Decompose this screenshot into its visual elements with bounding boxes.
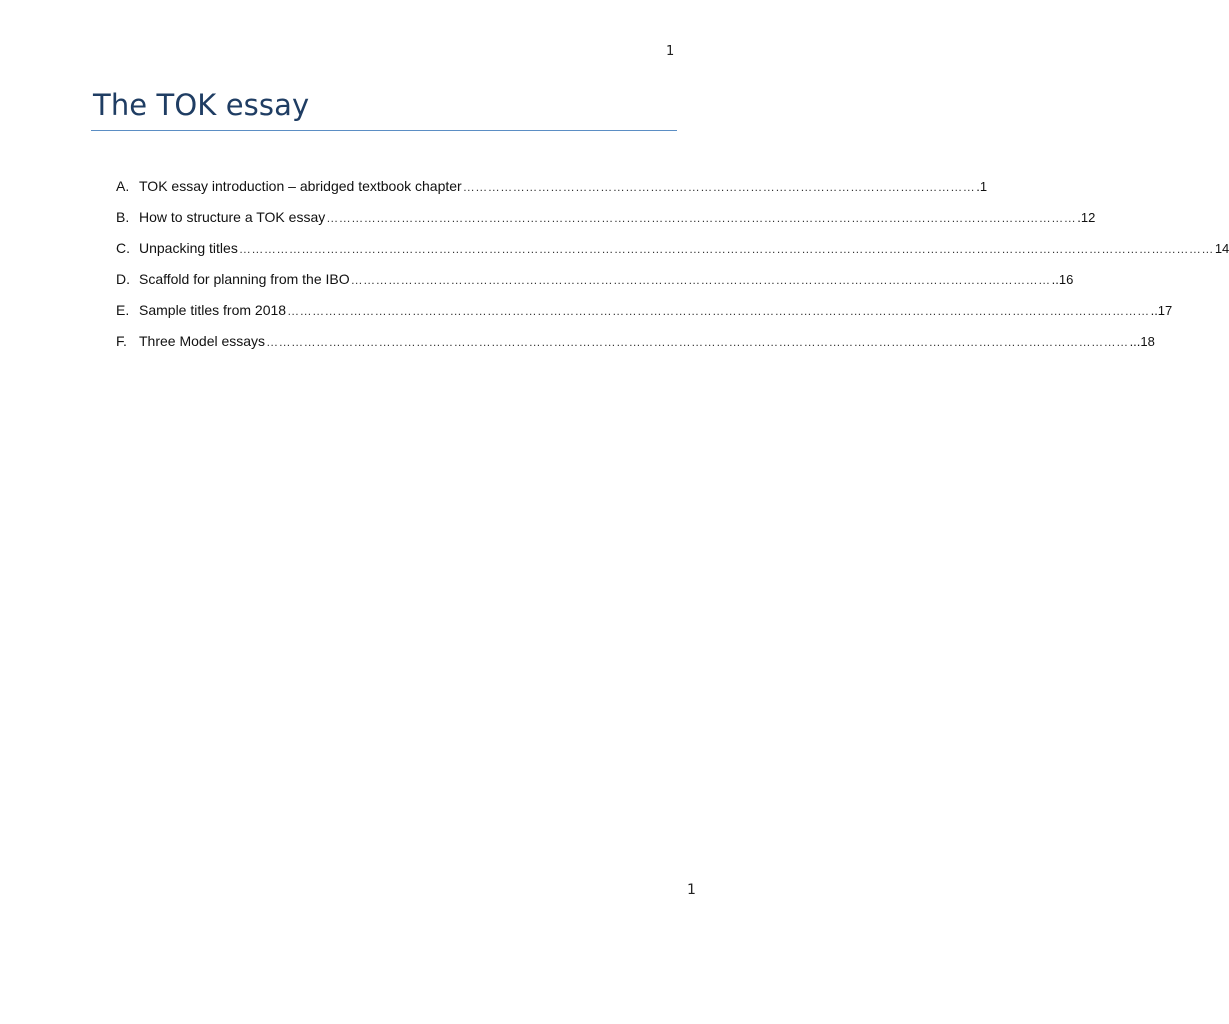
toc-entry-title: How to structure a TOK essay bbox=[139, 209, 326, 225]
toc-entry-f[interactable] bbox=[116, 333, 1155, 364]
toc-entry-title: Three Model essays bbox=[139, 333, 266, 349]
toc-entry-title: Scaffold for planning from the IBO bbox=[139, 271, 350, 287]
toc-entry-c[interactable] bbox=[116, 240, 1229, 271]
toc-entry-a[interactable] bbox=[116, 178, 988, 209]
toc-entry-e[interactable] bbox=[116, 302, 1173, 333]
toc-letter: D. bbox=[116, 271, 130, 287]
toc-letter: E. bbox=[116, 302, 130, 318]
toc-page-number: .12 bbox=[1077, 210, 1096, 225]
table-of-contents bbox=[116, 178, 1229, 364]
toc-entry-b[interactable] bbox=[116, 209, 1096, 240]
page-title: The TOK essay bbox=[93, 88, 310, 122]
toc-leader-dots: …………………………………………………………………………………………………………………………………………………… bbox=[350, 273, 1051, 287]
toc-entry-title: Unpacking titles bbox=[139, 240, 238, 256]
toc-entry-d[interactable] bbox=[116, 271, 1074, 302]
toc-entry-title: Sample titles from 2018 bbox=[139, 302, 287, 318]
toc-leader-dots: ……………………………………………………………………………………………………………………………………………………………… bbox=[326, 211, 1077, 225]
toc-letter: A. bbox=[116, 178, 130, 194]
footer-page-number: 1 bbox=[687, 882, 696, 898]
toc-letter: C. bbox=[116, 240, 130, 256]
toc-entry-title: TOK essay introduction – abridged textbook chapter bbox=[139, 178, 462, 194]
toc-page-number: ...18 bbox=[1129, 334, 1155, 349]
toc-letter: B. bbox=[116, 209, 130, 225]
toc-letter: F. bbox=[116, 333, 127, 349]
toc-page-number: .1 bbox=[976, 179, 988, 194]
toc-leader-dots: …………………………………………………………………………………………………………… bbox=[462, 180, 976, 194]
title-underline bbox=[91, 130, 677, 131]
toc-page-number: ..16 bbox=[1051, 272, 1074, 287]
toc-leader-dots: ……………………………………………………………………………………………………………………………………………………………………………………… bbox=[266, 335, 1129, 349]
toc-leader-dots: ……………………………………………………………………………………………………………………………………………………………………………………… bbox=[287, 304, 1150, 318]
toc-page-number: ..17 bbox=[1150, 303, 1173, 318]
header-page-number: 1 bbox=[666, 44, 675, 59]
toc-leader-dots: ……………………………………………………………………………………………………………………………………………………………………………………………………………… bbox=[238, 242, 1214, 256]
toc-page-number: 14 bbox=[1214, 241, 1229, 256]
